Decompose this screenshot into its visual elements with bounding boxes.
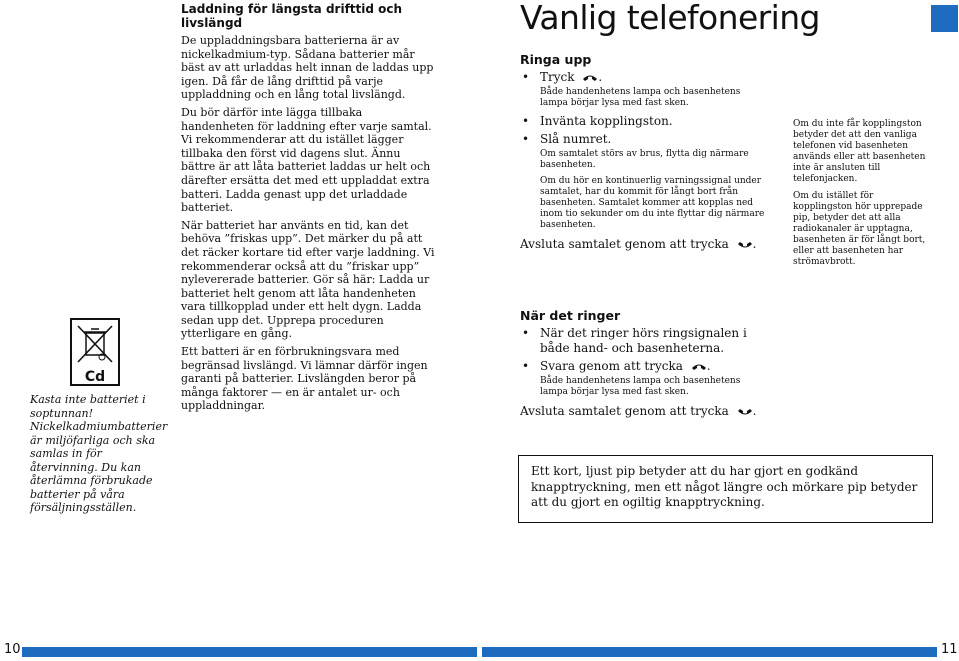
page-number-left: 10 xyxy=(4,642,21,657)
recycle-cd-label: Cd xyxy=(84,369,106,384)
phone-handset-icon xyxy=(582,73,598,83)
calling-section xyxy=(520,52,770,423)
ringer-step-2: • Svara genom att trycka . xyxy=(520,359,770,374)
footer-bar-right xyxy=(482,647,937,657)
ringa-upp-note-2: Om samtalet störs av brus, flytta dig närmare basenheten. xyxy=(540,149,749,170)
ringa-upp-end-call: Avsluta samtalet genom att trycka . xyxy=(520,237,757,251)
crossed-out-bin-icon xyxy=(72,320,118,384)
page-number-right: 11 xyxy=(941,642,958,657)
battery-paragraph-4: Ett batteri är en förbrukningsvara med begränsad livslängd. Vi lämnar därför ingen garanti på batterier. Livslängden beror på många faktorer — en är antalet ur- och uppladdningar. xyxy=(181,345,428,413)
sidebar-note-2: Om du istället för kopplingston hör upprepade pip, betyder det att alla radiokanaler är upptagna, basenheten är för långt bort, eller att basenheten har strömavbrott. xyxy=(793,191,926,267)
ringer-end-call: Avsluta samtalet genom att trycka . xyxy=(520,404,757,418)
page-title: Vanlig telefonering xyxy=(520,0,820,37)
nar-det-ringer-title: När det ringer xyxy=(520,308,621,323)
disposal-note: Kasta inte batteriet i soptunnan! Nickelkadmiumbatterier är miljöfarliga och ska samlas in för återvinning. Du kan återlämna förbrukade batterier på våra försäljningsställen. xyxy=(30,393,168,514)
ringa-upp-note-1: Både handenhetens lampa och basenhetens lampa börjar lysa med fast sken. xyxy=(540,87,741,108)
ringa-upp-title: Ringa upp xyxy=(520,52,592,67)
ringa-upp-note-3: Om du hör en kontinuerlig varningssignal under samtalet, har du kommit för långt bort från basenheten. Samtalet kommer att kopplas ned inom tio sekunder om du inte flyttar dig närmare basenheten. xyxy=(540,176,765,230)
sidebar-notes xyxy=(793,119,933,274)
battery-heading: Laddning för längsta drifttid och livslängd xyxy=(181,2,403,30)
corner-marker xyxy=(931,5,958,32)
ringa-upp-step-1: • Tryck . xyxy=(520,70,770,85)
beep-info-box: Ett kort, ljust pip betyder att du har gjort en godkänd knapptryckning, men ett något längre och mörkare pip betyder att du gjort en ogiltig knapptryckning. xyxy=(518,455,933,523)
ringa-upp-step-3: • Slå numret. xyxy=(520,132,770,147)
battery-paragraph-1: De uppladdningsbara batterierna är av nickelkadmium-typ. Sådana batterier mår bäst av att urladdas helt innan de laddas upp igen. Då får de lång drifttid på varje uppladdning och en lång total livslängd. xyxy=(181,34,434,102)
step-text: Svara genom att trycka xyxy=(540,359,683,373)
ringer-step-1: • När det ringer hörs ringsignalen i både hand- och basenheterna. xyxy=(520,326,770,356)
battery-paragraph-3: När batteriet har använts en tid, kan det behöva ”friskas upp”. Det märker du på att det räcker kortare tid efter varje laddning. Vi rekommenderar också att du ”friskar upp” nylevererade batterier. Gör så här: Ladda ur batteriet helt genom att låta handenheten vara tillkopplad under ett helt dygn. Ladda sedan upp det. Upprepa proceduren ytterligare en gång. xyxy=(181,218,435,341)
ringa-upp-step-2: • Invänta kopplingston. xyxy=(520,114,770,129)
phone-handset-icon xyxy=(691,362,707,372)
end-call-text: Avsluta samtalet genom att trycka xyxy=(520,237,729,251)
phone-handset-icon xyxy=(737,240,753,250)
phone-handset-icon xyxy=(737,407,753,417)
ringer-note-1: Både handenhetens lampa och basenhetens lampa börjar lysa med fast sken. xyxy=(540,376,741,397)
end-call-text: Avsluta samtalet genom att trycka xyxy=(520,404,729,418)
step-text: Tryck xyxy=(540,70,575,84)
footer-bar-left xyxy=(22,647,477,657)
battery-paragraph-2: Du bör därför inte lägga tillbaka handenheten för laddning efter varje samtal. Vi rekommenderar att du istället lägger tillbaka den först vid dagens slut. Ännu bättre är att låta batteriet laddas ur helt och därefter ersätta det med ett uppladdat extra batteri. Ladda genast upp det urladdade batteriet. xyxy=(181,105,432,215)
battery-section xyxy=(181,2,436,417)
recycle-symbol xyxy=(70,318,120,386)
sidebar-note-1: Om du inte får kopplingston betyder det att den vanliga telefonen vid basenheten används eller att basenheten inte är ansluten till telefonjacken. xyxy=(793,119,926,184)
